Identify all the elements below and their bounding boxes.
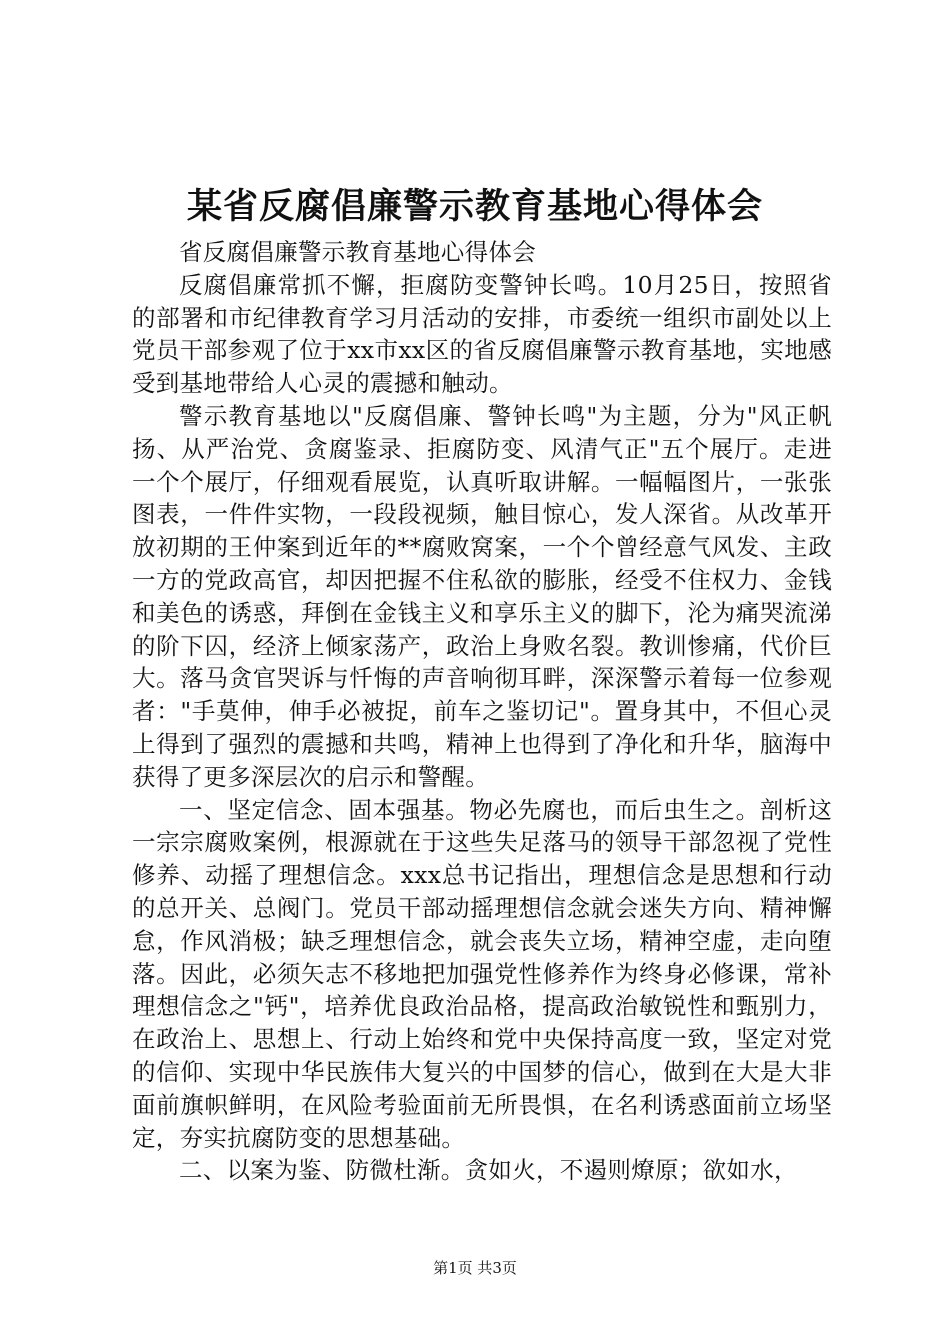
body-paragraph-subtitle: 省反腐倡廉警示教育基地心得体会 — [179, 238, 536, 266]
body-paragraph: 二、以案为鉴、防微杜渐。贪如火，不遏则燎原；欲如水， — [179, 1156, 798, 1185]
document-body — [132, 236, 832, 1187]
body-paragraph: 警示教育基地以"反腐倡廉、警钟长鸣"为主题，分为"风正帆扬、从严治党、贪腐鉴录、拒腐防变、风清气正"五个展厅。走进一个个展厅，仔细观看展览，认真听取讲解。一幅幅图片，一张张图表，一件件实物，一段段视频，触目惊心，发人深省。从改革开放初期的王仲案到近年的**腐败窝案，一个个曾经意气风发、主政一方的党政高官，却因把握不住私欲的膨胀，经受不住权力、金钱和美色的诱惑，拜倒在金钱主义和享乐主义的脚下，沦为痛哭流涕的阶下囚，经济上倾家荡产，政治上身败名裂。教训惨痛，代价巨大。落马贪官哭诉与忏悔的声音响彻耳畔，深深警示着每一位参观者："手莫伸，伸手必被捉，前车之鉴切记"。置身其中，不但心灵上得到了强烈的震撼和共鸣，精神上也得到了净化和升华，脑海中获得了更多深层次的启示和警醒。 — [132, 401, 832, 791]
body-paragraph: 一、坚定信念、固本强基。物必先腐也，而后虫生之。剖析这一宗宗腐败案例，根源就在于这些失足落马的领导干部忽视了党性修养、动摇了理想信念。xxx总书记指出，理想信念是思想和行动的总开关、总阀门。党员干部动摇理想信念就会迷失方向、精神懈怠，作风消极；缺乏理想信念，就会丧失立场，精神空虚，走向堕落。因此，必须矢志不移地把加强党性修养作为终身必修课，常补理想信念之"钙"，培养优良政治品格，提高政治敏锐性和甄别力，在政治上、思想上、行动上始终和党中央保持高度一致，坚定对党的信仰、实现中华民族伟大复兴的中国梦的信心，做到在大是大非面前旗帜鲜明，在风险考验面前无所畏惧，在名利诱惑面前立场坚定，夯实抗腐防变的思想基础。 — [132, 795, 832, 1152]
page-number-footer: 第1页 共3页 — [433, 1259, 517, 1277]
body-paragraph: 反腐倡廉常抓不懈，拒腐防变警钟长鸣。10月25日，按照省的部署和市纪律教育学习月活动的安排，市委统一组织市副处以上党员干部参观了位于xx市xx区的省反腐倡廉警示教育基地，实地感受到基地带给人心灵的震撼和触动。 — [132, 270, 832, 398]
document-title: 某省反腐倡廉警示教育基地心得体会 — [186, 186, 763, 227]
